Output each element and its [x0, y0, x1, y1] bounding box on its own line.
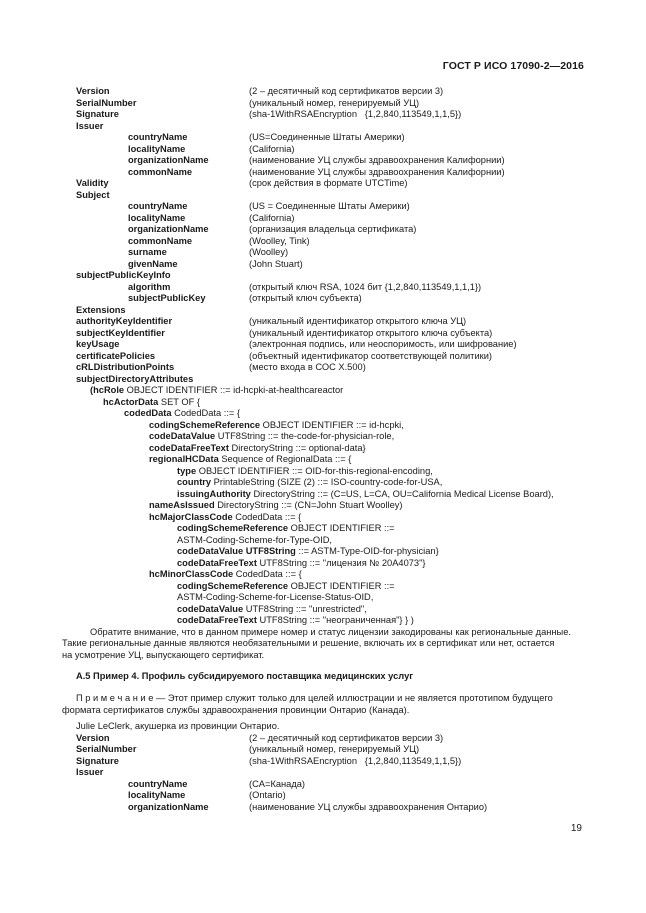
page-number: 19 — [570, 823, 582, 834]
field-issuer-org-value: (наименование УЦ службы здравоохранения Калифорнии) — [249, 155, 505, 165]
field-issuer-country-value: (CA=Канада) — [249, 778, 306, 789]
asn-line: nameAsIssued DirectoryString ::= (CN=John Stuart Woolley) — [149, 500, 403, 510]
asn-line: ASTM-Coding-Scheme-for-License-Status-OID, — [177, 592, 374, 602]
field-issuer: Issuer — [76, 120, 104, 131]
section-title: A.5 Пример 4. Профиль субсидируемого поставщика медицинских услуг — [76, 671, 414, 681]
field-issuer-locality: localityName — [128, 790, 186, 800]
field-subject: Subject — [76, 189, 110, 200]
asn-line: codedData CodedData ::= { — [124, 408, 241, 418]
field-issuer-org: organizationName — [128, 155, 209, 165]
field-signature: Signature — [76, 755, 119, 766]
asn-line: ASTM-Coding-Scheme-for-Type-OID, — [177, 534, 332, 545]
paragraph-line: Такие региональные данные являются необязательными и решение, включать их в сертификат или нет, остается — [62, 638, 555, 648]
field-aki-value: (уникальный идентификатор открытого ключа УЦ) — [249, 316, 467, 326]
asn-line: (hcRole OBJECT IDENTIFIER ::= id-hcpki-at-healthcareactor — [90, 385, 344, 395]
asn-line: codingSchemeReference OBJECT IDENTIFIER ::= id-hcpki, — [149, 419, 404, 430]
asn-line: regionalHCData Sequence of RegionalData ::= { — [149, 454, 352, 464]
field-subject-locality-value: (California) — [249, 212, 295, 223]
note-line: П р и м е ч а н и е — Этот пример служит только для целей иллюстрации и не является прототипом будущего — [76, 693, 553, 703]
note-line: формата сертификатов службы здравоохранения провинции Онтарио (Канада). — [62, 704, 410, 715]
field-serial-value: (уникальный номер, генерируемый УЦ) — [249, 97, 420, 108]
field-version-value: (2 – десятичный код сертификатов версии 3) — [249, 86, 444, 96]
field-subject-country: countryName — [128, 201, 188, 211]
field-spki-algorithm: algorithm — [128, 281, 171, 292]
field-issuer-country: countryName — [128, 132, 188, 142]
field-serial: SerialNumber — [76, 744, 137, 754]
asn-line: codeDataValue UTF8String ::= "unrestricted", — [177, 603, 367, 614]
asn-line: country PrintableString (SIZE (2) ::= ISO-country-code-for-USA, — [177, 477, 443, 487]
field-subject-given: givenName — [128, 258, 178, 269]
field-subject-cn-value: (Woolley, Tink) — [249, 235, 310, 246]
field-issuer-locality: localityName — [128, 143, 186, 154]
field-issuer-country-value: (US=Соединенные Штаты Америки) — [249, 132, 405, 142]
note-label: П р и м е ч а н и е — [76, 693, 154, 703]
field-spki-key: subjectPublicKey — [128, 293, 206, 303]
field-issuer-org-value: (наименование УЦ службы здравоохранения Онтарио) — [249, 801, 488, 812]
field-crl-dp-value: (место входа в СОС X.500) — [249, 362, 366, 372]
field-signature-value: (sha-1WithRSAEncryption {1,2,840,113549,1,1,5}) — [249, 109, 462, 119]
field-validity-value: (срок действия в формате UTCTime) — [249, 178, 408, 188]
field-aki: authorityKeyIdentifier — [76, 316, 173, 326]
field-version: Version — [76, 86, 110, 96]
field-issuer-org: organizationName — [128, 801, 209, 812]
asn-line: codingSchemeReference OBJECT IDENTIFIER ::= — [177, 523, 395, 533]
paragraph-line: на усмотрение УЦ, выпускающего сертификат. — [62, 649, 265, 660]
field-serial-value: (уникальный номер, генерируемый УЦ) — [249, 744, 420, 754]
document-code: ГОСТ Р ИСО 17090-2—2016 — [442, 60, 584, 72]
field-issuer: Issuer — [76, 767, 104, 777]
field-crl-dp: cRLDistributionPoints — [76, 362, 175, 372]
field-extensions: Extensions — [76, 304, 126, 315]
field-serial: SerialNumber — [76, 97, 137, 108]
field-version: Version — [76, 732, 110, 743]
field-spki-algorithm-value: (открытый ключ RSA, 1024 бит {1,2,840,113549,1,1,1}) — [249, 281, 482, 292]
field-cert-policies: certificatePolicies — [76, 350, 156, 361]
field-keyusage-value: (электронная подпись, или неоспоримость, или шифрование) — [249, 339, 517, 349]
asn-line: hcMajorClassCode CodedData ::= { — [149, 511, 302, 522]
field-signature-value: (sha-1WithRSAEncryption {1,2,840,113549,1,1,5}) — [249, 755, 462, 766]
field-subject-org-value: (организация владельца сертификата) — [249, 224, 417, 234]
asn-line: type OBJECT IDENTIFIER ::= OID-for-this-regional-encoding, — [177, 465, 433, 476]
field-spki: subjectPublicKeyInfo — [76, 270, 171, 280]
field-subject-surname-value: (Woolley) — [249, 247, 289, 257]
field-sda: subjectDirectoryAttributes — [76, 373, 194, 384]
field-keyusage: keyUsage — [76, 339, 120, 349]
field-subject-surname: surname — [128, 247, 167, 257]
field-signature: Signature — [76, 109, 119, 119]
field-spki-key-value: (открытый ключ субъекта) — [249, 293, 362, 303]
asn-line: hcActorData SET OF { — [103, 396, 200, 407]
asn-line: codeDataValue UTF8String ::= ASTM-Type-OID-for-physician} — [177, 546, 439, 556]
paragraph-line: Обратите внимание, что в данном примере номер и статус лицензии закодированы как региональные данные. — [90, 626, 571, 637]
asn-line: codeDataFreeText DirectoryString ::= optional-data} — [149, 442, 366, 453]
asn-line: issuingAuthority DirectoryString ::= (C=US, L=CA, OU=California Medical License Board), — [177, 488, 554, 499]
field-cert-policies-value: (объектный идентификатор соответствующей политики) — [249, 350, 492, 361]
field-issuer-locality-value: (California) — [249, 143, 295, 154]
field-subject-locality: localityName — [128, 212, 186, 223]
field-ski-value: (уникальный идентификатор открытого ключа субъекта) — [249, 327, 493, 338]
field-version-value: (2 – десятичный код сертификатов версии 3) — [249, 732, 444, 743]
field-subject-org: organizationName — [128, 224, 209, 234]
field-issuer-country: countryName — [128, 778, 188, 789]
field-ski: subjectKeyIdentifier — [76, 327, 165, 338]
field-issuer-cn: commonName — [128, 166, 193, 177]
field-validity: Validity — [76, 178, 109, 188]
asn-line: hcMinorClassCode CodedData ::= { — [149, 569, 302, 579]
field-issuer-cn-value: (наименование УЦ службы здравоохранения Калифорнии) — [249, 166, 505, 177]
asn-line: codeDataFreeText UTF8String ::= "неограниченная"} } ) — [177, 615, 414, 625]
intro-line: Julie LeClerk, акушерка из провинции Онтарио. — [76, 721, 280, 731]
field-subject-given-value: (John Stuart) — [249, 258, 303, 269]
asn-line: codeDataFreeText UTF8String ::= "лицензия № 20A4073"} — [177, 557, 426, 568]
asn-line: codingSchemeReference OBJECT IDENTIFIER ::= — [177, 580, 395, 591]
field-issuer-locality-value: (Ontario) — [249, 790, 286, 800]
asn-line: codeDataValue UTF8String ::= the-code-for-physician-role, — [149, 431, 395, 441]
field-subject-country-value: (US = Соединенные Штаты Америки) — [249, 201, 410, 211]
field-subject-cn: commonName — [128, 235, 193, 246]
